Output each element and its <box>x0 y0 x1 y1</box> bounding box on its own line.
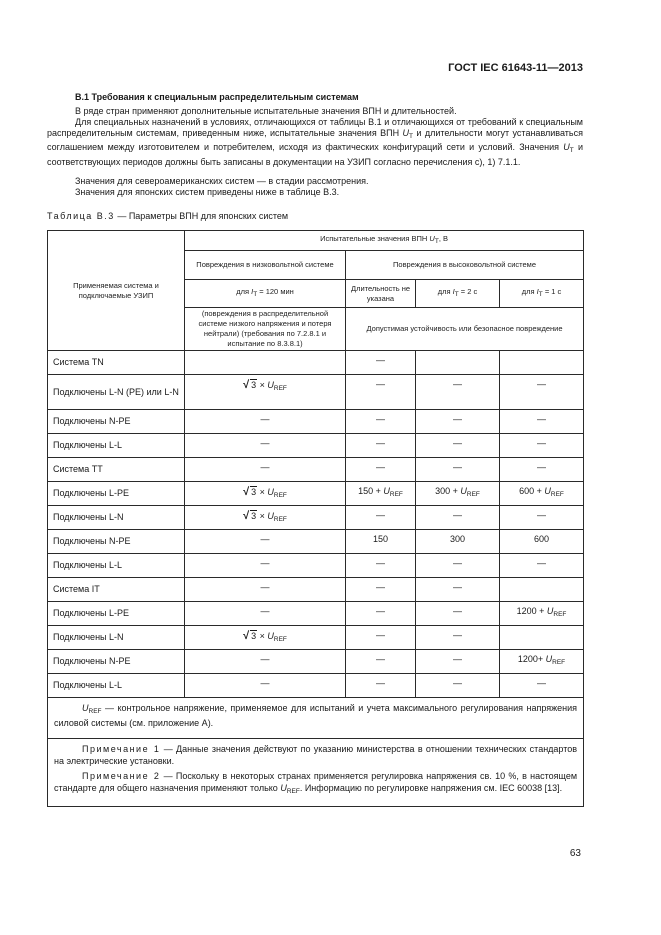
header-low-note: (повреждения в распределительной системе низкого напряжения и потеря нейтрали) (требования по 7.2.8.1 и испытание по 8.3.8.1) <box>185 308 346 351</box>
row-value: $600 + U_{REF}$ <box>500 482 584 506</box>
notes-row <box>48 739 584 807</box>
row-value: √ $3 \times U_{REF}$ <box>185 506 346 530</box>
row-value: √ $3 \times U_{REF}$ <box>185 626 346 650</box>
footnote: $U_{REF}$ — контрольное напряжение, применяемое для испытаний и учета максимального регулирования напряжения силовой системы (см. приложение А). <box>48 698 584 739</box>
section-title: В.1 Требования к специальным распределительным системам <box>75 92 359 102</box>
row-label: Подключены N-PE <box>48 650 185 674</box>
table-row <box>48 602 584 626</box>
table-row <box>48 626 584 650</box>
row-label: Подключены L-L <box>48 674 185 698</box>
paragraph-3: Значения для североамериканских систем — в стадии рассмотрения. <box>75 176 369 186</box>
row-value: — <box>500 506 584 530</box>
row-value: — <box>346 458 416 482</box>
row-value: 600 <box>500 530 584 554</box>
row-value: — <box>416 506 500 530</box>
table-body <box>48 351 584 698</box>
row-value: — <box>346 506 416 530</box>
row-value: $1200+ U_{REF}$ <box>500 650 584 674</box>
header-t1: для $I_T = 1$ с <box>500 280 584 308</box>
row-value: — <box>416 554 500 578</box>
row-value <box>500 578 584 602</box>
row-value: — <box>416 578 500 602</box>
row-label: Подключены L-N <box>48 626 185 650</box>
row-value: — <box>185 458 346 482</box>
row-value: — <box>185 578 346 602</box>
row-value: — <box>185 602 346 626</box>
header-duration-unspecified: Длительность не указана <box>346 280 416 308</box>
row-label: Подключены N-PE <box>48 410 185 434</box>
table-row <box>48 351 584 375</box>
row-value: — <box>185 674 346 698</box>
row-value <box>500 626 584 650</box>
table-row <box>48 458 584 482</box>
row-value: $300 + U_{REF}$ <box>416 482 500 506</box>
notes: Примечание 1 — Данные значения действуют по указанию министерства в отношении технических стандартов на электрические установки. Примечание 2 — Поскольку в некоторых странах применяется регулировка напряжения св. 10 %, в настоящем стандарте для общего назначения применяют только $U_{REF}$. Информацию по регулировке напряжения см. IEC 60038 [13]. <box>48 739 584 807</box>
row-value: — <box>346 351 416 375</box>
row-value: — <box>500 375 584 410</box>
row-label: Подключены L-PE <box>48 602 185 626</box>
row-value: — <box>416 410 500 434</box>
row-label: Система ТТ <box>48 458 185 482</box>
paragraph-4: Значения для японских систем приведены ниже в таблице В.3. <box>75 187 340 197</box>
table-row <box>48 674 584 698</box>
row-value: — <box>346 375 416 410</box>
row-value <box>500 351 584 375</box>
row-label: Система IT <box>48 578 185 602</box>
row-value <box>416 351 500 375</box>
row-value <box>185 351 346 375</box>
row-label: Подключены L-L <box>48 434 185 458</box>
row-value: — <box>346 602 416 626</box>
header-high-note: Допустимая устойчивость или безопасное повреждение <box>346 308 584 351</box>
row-value: — <box>346 434 416 458</box>
row-label: Подключены N-PE <box>48 530 185 554</box>
row-value: — <box>346 674 416 698</box>
row-value: — <box>346 578 416 602</box>
row-label: Подключены L-N (PE) или L-N <box>48 375 185 410</box>
table-row <box>48 530 584 554</box>
row-value: — <box>500 458 584 482</box>
row-value: — <box>416 602 500 626</box>
row-value: — <box>346 554 416 578</box>
row-value: √ $3 \times U_{REF}$ <box>185 482 346 506</box>
row-value: — <box>500 434 584 458</box>
row-value: — <box>416 434 500 458</box>
header-test-values: Испытательные значения ВПН $U_T$, В <box>185 231 584 251</box>
header-t2: для $I_T = 2$ с <box>416 280 500 308</box>
table-row <box>48 554 584 578</box>
row-label: Подключены L-L <box>48 554 185 578</box>
row-label: Подключены L-PE <box>48 482 185 506</box>
paragraph-2: Для специальных назначений в условиях, отличающихся от таблицы В.1 и отличающихся от требований к специальным распределительным системам, приведенным ниже, испытательные значения ВПН $U_T$ и длительности могут устанавливаться соглашением между изготовителем и потребителем, исходя из фактических конфигураций сети и условий. Значения $U_T$ и соответствующих периодов должны быть записаны в документации на УЗИП согласно перечисления с), 1) 7.1.1. <box>47 117 583 167</box>
row-value: — <box>185 410 346 434</box>
row-value: — <box>500 674 584 698</box>
table-row <box>48 578 584 602</box>
row-value: — <box>185 650 346 674</box>
table-b3 <box>47 230 584 807</box>
table-row <box>48 434 584 458</box>
header-low-damage: Повреждения в низковольтной системе <box>185 251 346 280</box>
page-number: 63 <box>569 848 581 859</box>
table-row <box>48 482 584 506</box>
row-value: — <box>416 626 500 650</box>
row-value: — <box>346 650 416 674</box>
row-value: — <box>416 650 500 674</box>
row-value: — <box>500 554 584 578</box>
row-value: √ $3 \times U_{REF}$ <box>185 375 346 410</box>
table-row <box>48 375 584 410</box>
header-high-damage: Повреждения в высоковольтной системе <box>346 251 584 280</box>
row-label: Система TN <box>48 351 185 375</box>
row-value: — <box>185 530 346 554</box>
footnote-row <box>48 698 584 739</box>
row-value: 300 <box>416 530 500 554</box>
row-value: — <box>416 458 500 482</box>
table-caption: Таблица В.3 — Параметры ВПН для японских систем <box>47 211 289 221</box>
table-row <box>48 506 584 530</box>
row-value: $1200 + U_{REF}$ <box>500 602 584 626</box>
header-system: Применяемая система и подключаемые УЗИП <box>48 231 185 351</box>
row-label: Подключены L-N <box>48 506 185 530</box>
header-low-time: для $I_T = 120$ мин <box>185 280 346 308</box>
row-value: — <box>416 375 500 410</box>
table-row <box>48 650 584 674</box>
row-value: — <box>416 674 500 698</box>
row-value: 150 <box>346 530 416 554</box>
row-value: $150 + U_{REF}$ <box>346 482 416 506</box>
row-value: — <box>500 410 584 434</box>
standard-designation: ГОСТ IEC 61643-11—2013 <box>448 62 583 74</box>
row-value: — <box>346 410 416 434</box>
row-value: — <box>185 434 346 458</box>
paragraph-1: В ряде стран применяют дополнительные испытательные значения ВПН и длительностей. <box>75 106 457 116</box>
row-value: — <box>346 626 416 650</box>
table-row <box>48 410 584 434</box>
header-row-1 <box>48 231 584 251</box>
row-value: — <box>185 554 346 578</box>
